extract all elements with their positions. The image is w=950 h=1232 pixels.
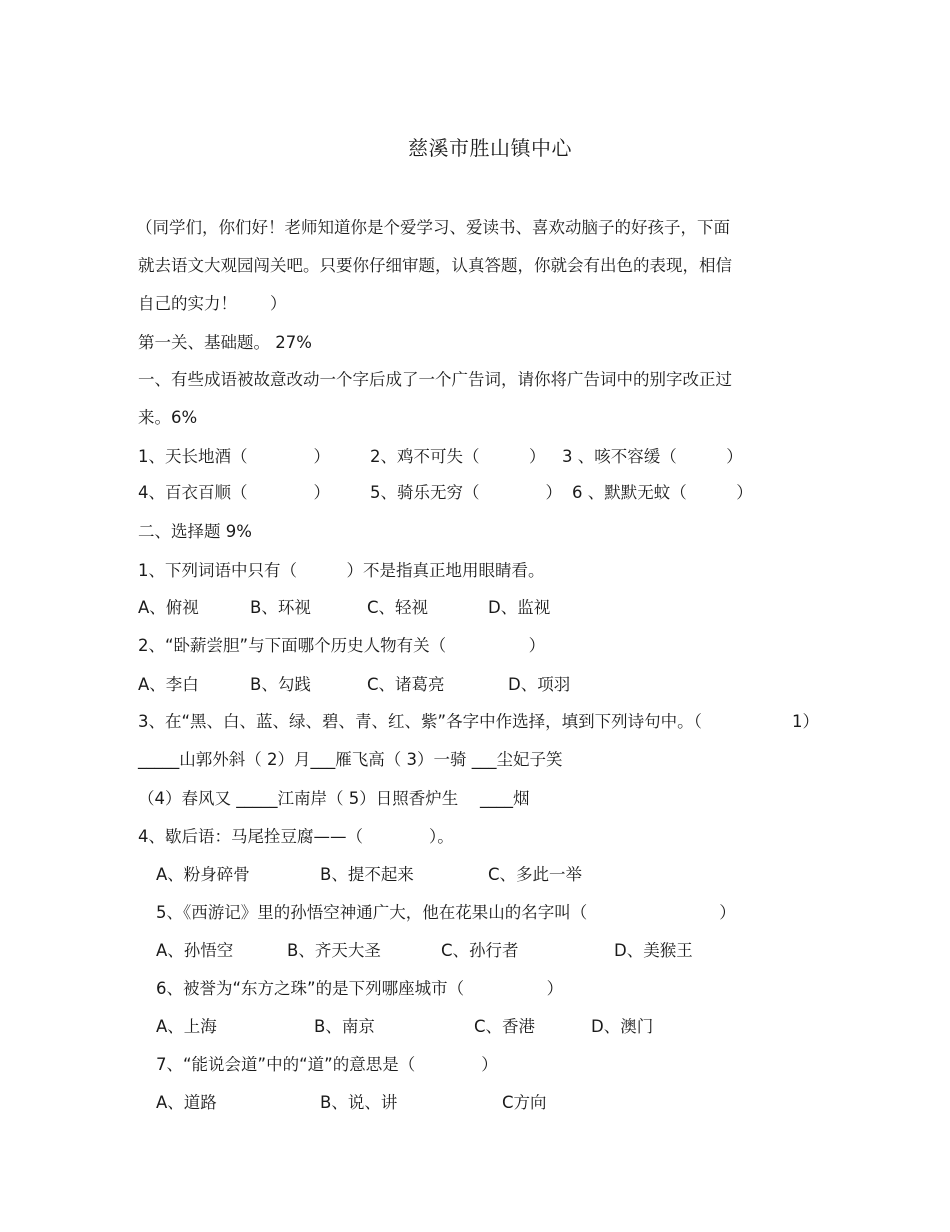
poem-blanks-2: （4）春风又 _____江南岸（ 5）日照香炉生 ____烟 (138, 789, 530, 808)
intro-line-3: 自己的实力！ ） (138, 294, 287, 313)
part1-heading: 一、有些成语被故意改动一个字后成了一个广告词，请你将广告词中的别字改正过 (138, 370, 732, 389)
question-3-end: 1） (792, 712, 819, 731)
option: D、监视 (488, 598, 551, 617)
option: A、粉身碎骨 (156, 865, 250, 884)
question-4: 4、歇后语：马尾拴豆腐——（ ）。 (138, 827, 454, 846)
option: B、说、讲 (320, 1093, 398, 1112)
option: D、美猴王 (614, 941, 693, 960)
question-2: 2、“卧薪尝胆”与下面哪个历史人物有关（ ） (138, 636, 546, 655)
intro-line-2: 就去语文大观园闯关吧。只要你仔细审题，认真答题，你就会有出色的表现，相信 (138, 256, 732, 275)
option: C、轻视 (367, 598, 429, 617)
option: C、多此一举 (488, 865, 583, 884)
option: C方向 (502, 1093, 547, 1112)
option: B、勾践 (250, 675, 311, 694)
idiom-item: 2、鸡不可失（ ） (370, 447, 546, 466)
page-title: 慈溪市胜山镇中心 (408, 136, 572, 160)
option: B、南京 (314, 1017, 375, 1036)
option: D、澳门 (591, 1017, 654, 1036)
option: B、环视 (250, 598, 311, 617)
question-7: 7、“能说会道”中的“道”的意思是（ ） (156, 1055, 498, 1074)
intro-line-1: （同学们，你们好！老师知道你是个爱学习、爱读书、喜欢动脑子的好孩子，下面 (136, 218, 730, 237)
idiom-item: 1、天长地酒（ ） (138, 447, 330, 466)
idiom-item: 3 、咳不容缓（ ） (562, 447, 743, 466)
question-5: 5、《西游记》里的孙悟空神通广大，他在花果山的名字叫（ ） (156, 903, 736, 922)
option: C、诸葛亮 (367, 675, 445, 694)
option: A、上海 (156, 1017, 217, 1036)
question-3: 3、在“黑、白、蓝、绿、碧、青、红、紫”各字中作选择，填到下列诗句中。（ (138, 712, 702, 731)
option: A、道路 (156, 1093, 217, 1112)
question-1: 1、下列词语中只有（ ）不是指真正地用眼睛看。 (138, 561, 545, 580)
option: D、项羽 (508, 675, 571, 694)
poem-blanks-1: _____山郭外斜（ 2）月___雁飞高（ 3）一骑 ___尘妃子笑 (138, 750, 563, 769)
idiom-item: 5、骑乐无穷（ ） (370, 483, 562, 502)
option: A、孙悟空 (156, 941, 234, 960)
option: A、俯视 (138, 598, 199, 617)
option: B、提不起来 (320, 865, 414, 884)
part1-heading-cont: 来。6% (138, 408, 198, 427)
level-heading: 第一关、基础题。 27% (138, 333, 312, 352)
option: C、孙行者 (441, 941, 519, 960)
part2-heading: 二、选择题 9% (138, 522, 252, 541)
option: B、齐天大圣 (287, 941, 381, 960)
idiom-item: 6 、默默无蚊（ ） (572, 483, 753, 502)
idiom-item: 4、百衣百顺（ ） (138, 483, 330, 502)
question-6: 6、被誉为“东方之珠”的是下列哪座城市（ ） (156, 979, 564, 998)
option: A、李白 (138, 675, 199, 694)
option: C、香港 (474, 1017, 536, 1036)
